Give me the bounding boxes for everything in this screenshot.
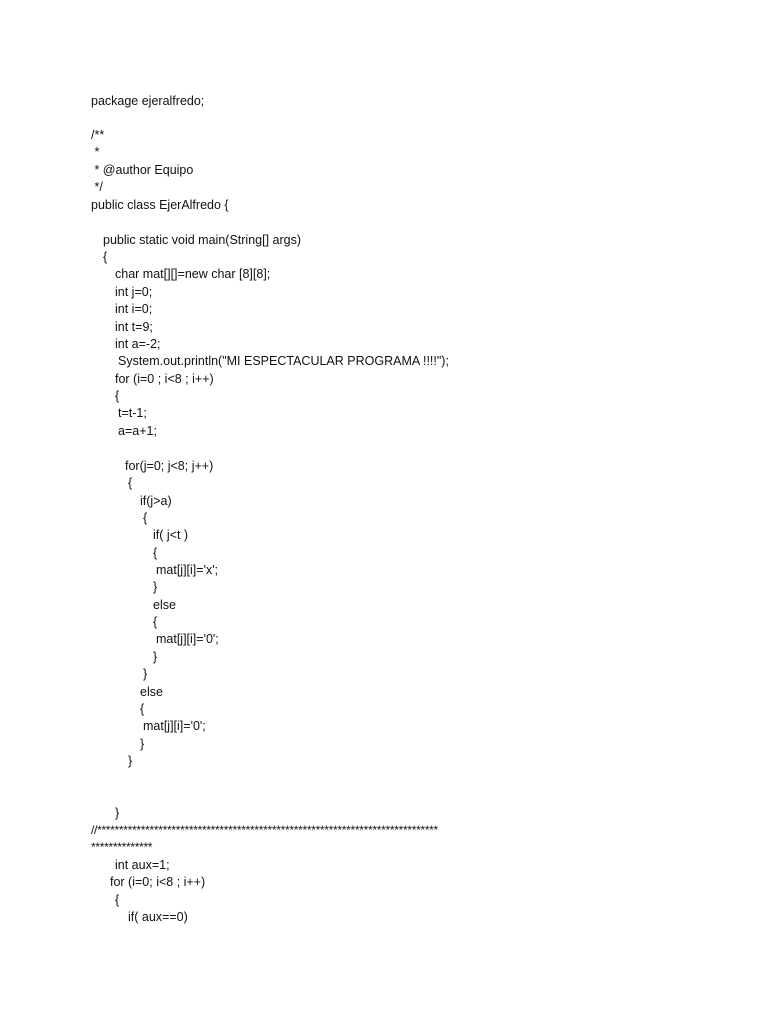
code-line: */: [91, 180, 103, 194]
code-line: public static void main(String[] args): [103, 233, 301, 247]
code-line: t=t-1;: [118, 406, 147, 420]
code-line: {: [128, 476, 133, 490]
code-line: {: [153, 546, 158, 560]
code-line: {: [153, 615, 158, 629]
code-line: int i=0;: [115, 302, 153, 316]
code-line: *: [91, 145, 100, 159]
code-line: else: [153, 598, 176, 612]
code-line: public class EjerAlfredo {: [91, 198, 229, 212]
code-line: System.out.println("MI ESPECTACULAR PROGRAMA !!!!");: [118, 354, 449, 368]
code-line: int j=0;: [115, 285, 153, 299]
code-line: {: [115, 389, 120, 403]
code-line: }: [143, 667, 148, 681]
code-line: if( j<t ): [153, 528, 189, 542]
code-line: char mat[][]=new char [8][8];: [115, 267, 271, 281]
code-line: a=a+1;: [118, 424, 157, 438]
comment-separator-line: //******************************************************************************: [91, 823, 438, 837]
code-line: {: [140, 702, 145, 716]
code-line: /**: [91, 128, 105, 142]
code-line: {: [143, 511, 148, 525]
code-line: else: [140, 685, 163, 699]
code-line: if(j>a): [140, 494, 172, 508]
code-line: {: [103, 250, 108, 264]
code-line: if( aux==0): [128, 910, 188, 924]
code-line: {: [115, 893, 120, 907]
code-line: mat[j][i]='x';: [156, 563, 219, 577]
code-line: * @author Equipo: [91, 163, 194, 177]
code-line: for(j=0; j<8; j++): [125, 459, 214, 473]
code-line: int t=9;: [115, 320, 153, 334]
code-line: }: [140, 737, 145, 751]
code-line: int a=-2;: [115, 337, 161, 351]
code-line: int aux=1;: [115, 858, 170, 872]
code-line: for (i=0; i<8 ; i++): [110, 875, 206, 889]
code-line: package ejeralfredo;: [91, 94, 205, 108]
comment-separator-line: **************: [91, 840, 153, 854]
code-line: mat[j][i]='0';: [143, 719, 206, 733]
code-line: }: [128, 754, 133, 768]
code-line: }: [115, 806, 120, 820]
code-line: }: [153, 580, 158, 594]
code-line: mat[j][i]='0';: [156, 632, 219, 646]
code-line: }: [153, 650, 158, 664]
code-line: for (i=0 ; i<8 ; i++): [115, 372, 214, 386]
